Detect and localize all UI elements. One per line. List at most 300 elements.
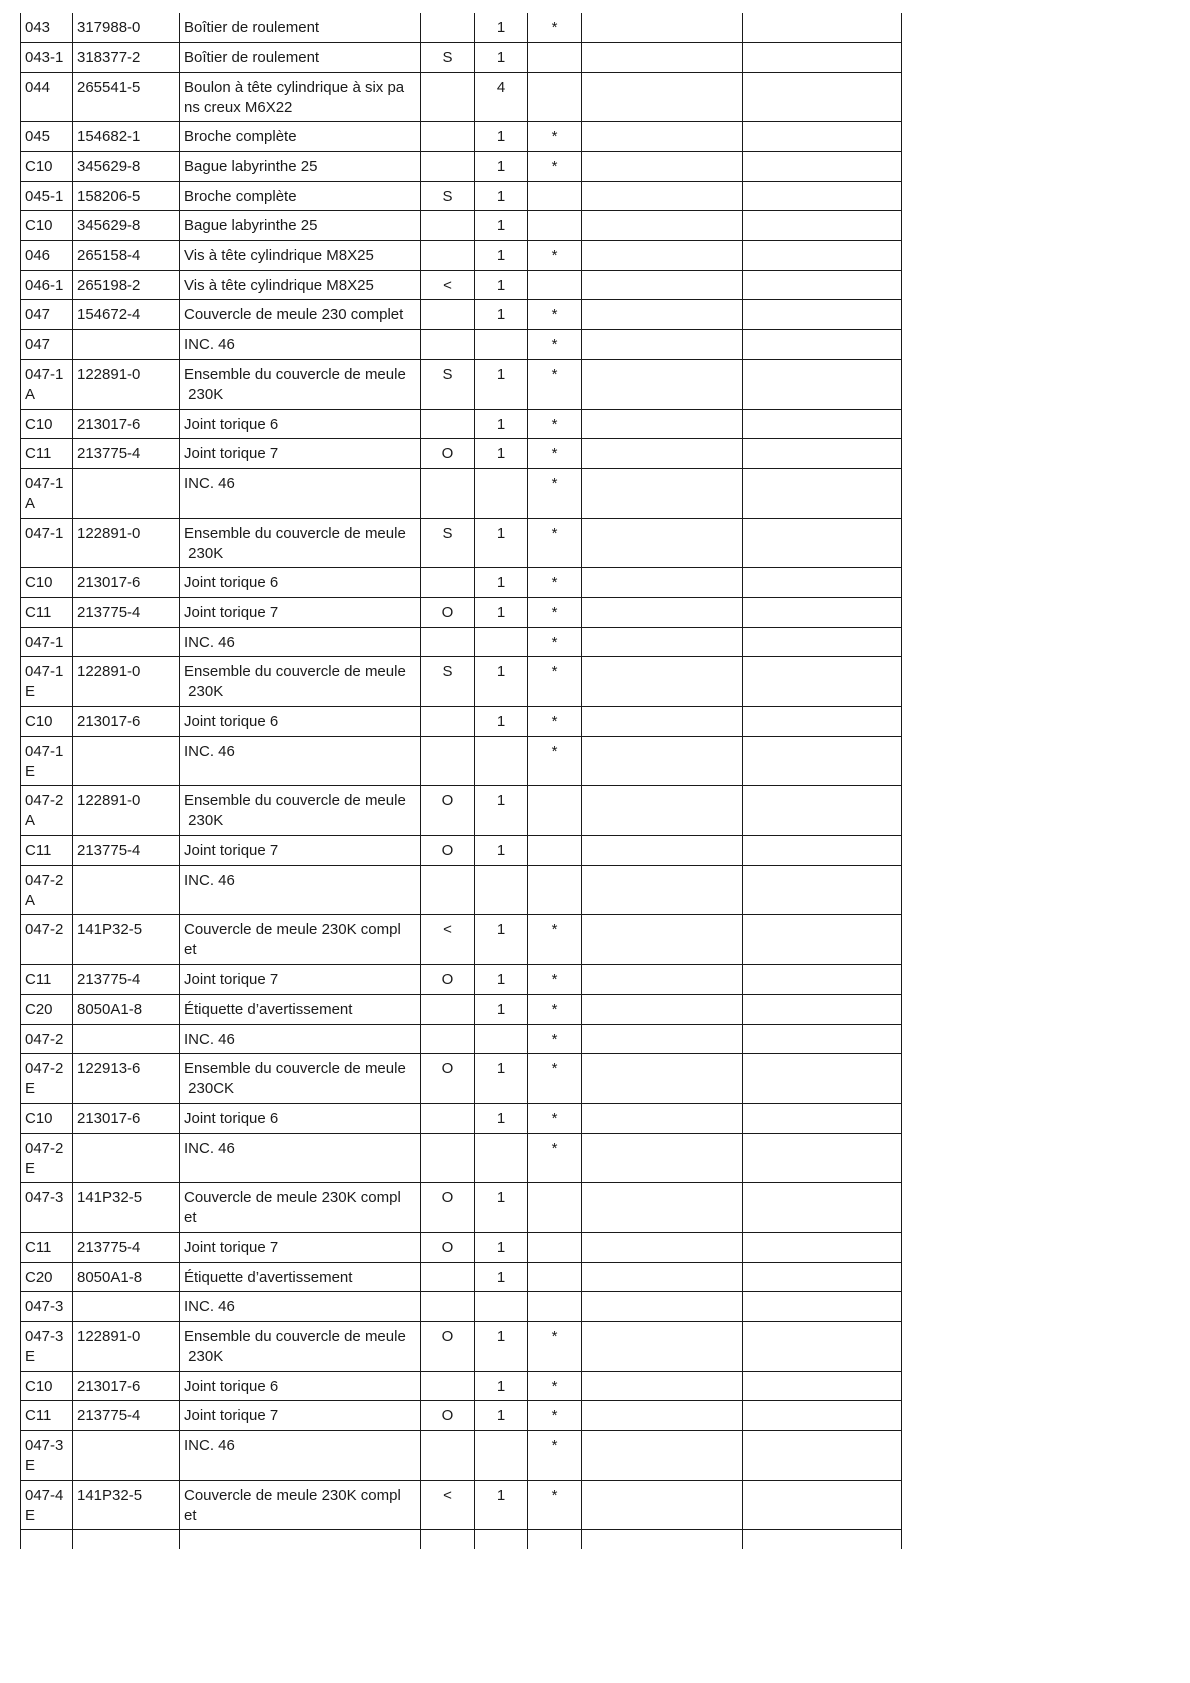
- cell-blank-2: [743, 43, 902, 73]
- cell-qty: 1: [475, 1372, 528, 1402]
- table-row: [20, 122, 902, 152]
- cell-blank-2: [743, 271, 902, 301]
- cell-blank-2: [743, 1431, 902, 1481]
- cell-part-no: 122891-0: [73, 657, 180, 707]
- cell-description: INC. 46: [180, 737, 421, 787]
- cell-blank-2: [743, 866, 902, 916]
- cell-description: Broche complète: [180, 122, 421, 152]
- cell-part-no: [73, 1431, 180, 1481]
- cell-part-no: 141P32-5: [73, 1183, 180, 1233]
- cell-mark: *: [528, 300, 582, 330]
- cell-code: S: [421, 657, 475, 707]
- cell-blank-1: [582, 866, 743, 916]
- cell-ref: 047-1: [20, 628, 73, 658]
- cell-blank-2: [743, 915, 902, 965]
- cell-blank: [475, 1530, 528, 1549]
- cell-part-no: [73, 628, 180, 658]
- cell-blank: [180, 1530, 421, 1549]
- cell-ref: C11: [20, 439, 73, 469]
- cell-mark: *: [528, 568, 582, 598]
- cell-ref: 046: [20, 241, 73, 271]
- cell-ref: 045: [20, 122, 73, 152]
- cell-qty: 4: [475, 73, 528, 123]
- table-row: [20, 866, 902, 916]
- cell-blank-2: [743, 965, 902, 995]
- cell-mark: *: [528, 628, 582, 658]
- cell-ref: C10: [20, 211, 73, 241]
- cell-code: O: [421, 1233, 475, 1263]
- cell-ref: C20: [20, 995, 73, 1025]
- table-row: [20, 1372, 902, 1402]
- cell-qty: 1: [475, 707, 528, 737]
- cell-part-no: 213775-4: [73, 1401, 180, 1431]
- cell-code: O: [421, 1322, 475, 1372]
- cell-part-no: 213017-6: [73, 1104, 180, 1134]
- cell-blank-1: [582, 1233, 743, 1263]
- cell-blank-1: [582, 1292, 743, 1322]
- cell-part-no: 122891-0: [73, 1322, 180, 1372]
- cell-qty: [475, 737, 528, 787]
- table-row: [20, 43, 902, 73]
- cell-mark: [528, 73, 582, 123]
- cell-part-no: 265158-4: [73, 241, 180, 271]
- cell-blank-1: [582, 43, 743, 73]
- cell-blank-2: [743, 152, 902, 182]
- cell-blank-1: [582, 707, 743, 737]
- cell-mark: *: [528, 995, 582, 1025]
- table-row: [20, 1025, 902, 1055]
- cell-code: [421, 469, 475, 519]
- cell-ref: C11: [20, 965, 73, 995]
- cell-qty: [475, 866, 528, 916]
- cell-part-no: 213775-4: [73, 598, 180, 628]
- cell-qty: 1: [475, 152, 528, 182]
- cell-description: Joint torique 6: [180, 1104, 421, 1134]
- cell-ref: C11: [20, 598, 73, 628]
- cell-mark: [528, 836, 582, 866]
- table-row: [20, 241, 902, 271]
- cell-blank-2: [743, 786, 902, 836]
- cell-part-no: 8050A1-8: [73, 995, 180, 1025]
- table-row: [20, 469, 902, 519]
- cell-part-no: [73, 1025, 180, 1055]
- cell-ref: 047-1 E: [20, 657, 73, 707]
- cell-code: S: [421, 43, 475, 73]
- cell-part-no: 122913-6: [73, 1054, 180, 1104]
- cell-blank-2: [743, 1481, 902, 1531]
- table-row: [20, 439, 902, 469]
- cell-description: Ensemble du couvercle de meule 230K: [180, 786, 421, 836]
- cell-description: Ensemble du couvercle de meule 230K: [180, 1322, 421, 1372]
- table-row: [20, 1183, 902, 1233]
- cell-blank-1: [582, 1431, 743, 1481]
- parts-table: [20, 13, 902, 1549]
- cell-ref: 047-1 E: [20, 737, 73, 787]
- cell-qty: 1: [475, 657, 528, 707]
- cell-code: [421, 707, 475, 737]
- cell-description: Broche complète: [180, 182, 421, 212]
- cell-code: [421, 122, 475, 152]
- cell-qty: [475, 1025, 528, 1055]
- cell-qty: 1: [475, 965, 528, 995]
- cell-description: Joint torique 6: [180, 568, 421, 598]
- cell-description: Vis à tête cylindrique M8X25: [180, 271, 421, 301]
- table-row: [20, 1054, 902, 1104]
- cell-description: Joint torique 6: [180, 1372, 421, 1402]
- cell-qty: 1: [475, 439, 528, 469]
- cell-code: [421, 152, 475, 182]
- cell-ref: C11: [20, 1401, 73, 1431]
- cell-qty: 1: [475, 13, 528, 43]
- cell-ref: C10: [20, 152, 73, 182]
- cell-blank-2: [743, 1183, 902, 1233]
- cell-code: <: [421, 271, 475, 301]
- cell-blank-2: [743, 737, 902, 787]
- cell-blank-1: [582, 1134, 743, 1184]
- cell-description: Étiquette d’avertissement: [180, 995, 421, 1025]
- cell-mark: *: [528, 1481, 582, 1531]
- table-row: [20, 707, 902, 737]
- cell-mark: *: [528, 1134, 582, 1184]
- table-row: [20, 1263, 902, 1293]
- cell-blank-1: [582, 1372, 743, 1402]
- table-row: [20, 1431, 902, 1481]
- cell-blank-1: [582, 360, 743, 410]
- cell-blank-1: [582, 182, 743, 212]
- cell-part-no: 317988-0: [73, 13, 180, 43]
- cell-qty: 1: [475, 271, 528, 301]
- cell-part-no: 265198-2: [73, 271, 180, 301]
- cell-ref: 047: [20, 330, 73, 360]
- cell-ref: 046-1: [20, 271, 73, 301]
- cell-blank-2: [743, 1322, 902, 1372]
- cell-code: O: [421, 836, 475, 866]
- cell-qty: [475, 1431, 528, 1481]
- cell-part-no: 122891-0: [73, 786, 180, 836]
- cell-description: Vis à tête cylindrique M8X25: [180, 241, 421, 271]
- cell-qty: [475, 330, 528, 360]
- cell-qty: 1: [475, 1322, 528, 1372]
- cell-blank-2: [743, 628, 902, 658]
- cell-part-no: 213775-4: [73, 1233, 180, 1263]
- cell-blank-1: [582, 1263, 743, 1293]
- cell-qty: [475, 469, 528, 519]
- cell-blank-2: [743, 836, 902, 866]
- cell-part-no: 8050A1-8: [73, 1263, 180, 1293]
- table-row: [20, 271, 902, 301]
- table-row: [20, 152, 902, 182]
- cell-ref: 047-3 E: [20, 1322, 73, 1372]
- cell-part-no: [73, 1134, 180, 1184]
- cell-description: Joint torique 6: [180, 410, 421, 440]
- table-row: [20, 836, 902, 866]
- cell-mark: [528, 1183, 582, 1233]
- table-row: [20, 995, 902, 1025]
- cell-blank: [528, 1530, 582, 1549]
- cell-mark: *: [528, 519, 582, 569]
- cell-mark: *: [528, 469, 582, 519]
- cell-code: [421, 1263, 475, 1293]
- cell-description: INC. 46: [180, 1431, 421, 1481]
- cell-part-no: 213017-6: [73, 1372, 180, 1402]
- cell-mark: [528, 1233, 582, 1263]
- cell-code: [421, 866, 475, 916]
- cell-code: O: [421, 439, 475, 469]
- cell-code: <: [421, 1481, 475, 1531]
- cell-part-no: 213775-4: [73, 965, 180, 995]
- cell-part-no: [73, 469, 180, 519]
- cell-mark: *: [528, 1104, 582, 1134]
- cell-mark: *: [528, 122, 582, 152]
- cell-code: O: [421, 965, 475, 995]
- cell-part-no: 122891-0: [73, 360, 180, 410]
- cell-ref: 047: [20, 300, 73, 330]
- cell-code: O: [421, 786, 475, 836]
- cell-ref: C20: [20, 1263, 73, 1293]
- cell-blank-2: [743, 300, 902, 330]
- cell-mark: *: [528, 410, 582, 440]
- table-row: [20, 300, 902, 330]
- cell-qty: 1: [475, 211, 528, 241]
- cell-description: Joint torique 7: [180, 836, 421, 866]
- table-row: [20, 1401, 902, 1431]
- cell-code: O: [421, 598, 475, 628]
- table-row: [20, 1292, 902, 1322]
- cell-qty: 1: [475, 1401, 528, 1431]
- cell-blank-1: [582, 995, 743, 1025]
- cell-description: Boîtier de roulement: [180, 43, 421, 73]
- table-row: [20, 1481, 902, 1531]
- table-row: [20, 598, 902, 628]
- cell-description: Étiquette d’avertissement: [180, 1263, 421, 1293]
- cell-qty: 1: [475, 1233, 528, 1263]
- cell-mark: *: [528, 241, 582, 271]
- cell-blank-1: [582, 737, 743, 787]
- cell-description: Bague labyrinthe 25: [180, 152, 421, 182]
- cell-ref: 047-2 A: [20, 866, 73, 916]
- cell-part-no: 141P32-5: [73, 1481, 180, 1531]
- cell-part-no: 154672-4: [73, 300, 180, 330]
- cell-mark: *: [528, 330, 582, 360]
- cell-description: Joint torique 7: [180, 1401, 421, 1431]
- cell-ref: 043: [20, 13, 73, 43]
- table-row: [20, 330, 902, 360]
- cell-blank: [73, 1530, 180, 1549]
- table-row: [20, 568, 902, 598]
- cell-blank-2: [743, 707, 902, 737]
- cell-blank-2: [743, 182, 902, 212]
- cell-blank-1: [582, 598, 743, 628]
- cell-qty: 1: [475, 1054, 528, 1104]
- cell-mark: *: [528, 598, 582, 628]
- cell-description: Couvercle de meule 230 complet: [180, 300, 421, 330]
- table-row: [20, 1134, 902, 1184]
- cell-qty: 1: [475, 1481, 528, 1531]
- cell-part-no: 122891-0: [73, 519, 180, 569]
- table-row: [20, 737, 902, 787]
- cell-blank-2: [743, 360, 902, 410]
- cell-code: O: [421, 1401, 475, 1431]
- cell-ref: 047-1 A: [20, 469, 73, 519]
- cell-blank: [421, 1530, 475, 1549]
- cell-description: INC. 46: [180, 330, 421, 360]
- cell-qty: 1: [475, 786, 528, 836]
- cell-blank-2: [743, 13, 902, 43]
- cell-qty: 1: [475, 836, 528, 866]
- cell-blank-2: [743, 598, 902, 628]
- cell-mark: *: [528, 13, 582, 43]
- cell-part-no: 345629-8: [73, 152, 180, 182]
- cell-qty: 1: [475, 241, 528, 271]
- cell-blank-1: [582, 1322, 743, 1372]
- cell-code: [421, 410, 475, 440]
- cell-ref: C10: [20, 1104, 73, 1134]
- cell-description: INC. 46: [180, 1025, 421, 1055]
- cell-ref: C11: [20, 1233, 73, 1263]
- cell-blank-1: [582, 300, 743, 330]
- cell-description: INC. 46: [180, 628, 421, 658]
- cell-ref: 047-4 E: [20, 1481, 73, 1531]
- cell-code: [421, 73, 475, 123]
- cell-description: Joint torique 6: [180, 707, 421, 737]
- cell-blank-2: [743, 241, 902, 271]
- cell-code: [421, 568, 475, 598]
- cell-mark: [528, 866, 582, 916]
- cell-blank-1: [582, 330, 743, 360]
- cell-code: [421, 1292, 475, 1322]
- cell-qty: 1: [475, 598, 528, 628]
- cell-blank-1: [582, 211, 743, 241]
- cell-blank-1: [582, 519, 743, 569]
- cell-blank-2: [743, 1025, 902, 1055]
- cell-ref: 047-1: [20, 519, 73, 569]
- cell-mark: [528, 271, 582, 301]
- cell-blank-1: [582, 73, 743, 123]
- table-row: [20, 1322, 902, 1372]
- cell-code: [421, 1372, 475, 1402]
- cell-blank-2: [743, 1054, 902, 1104]
- cell-code: [421, 330, 475, 360]
- cell-ref: 045-1: [20, 182, 73, 212]
- cell-blank: [20, 1530, 73, 1549]
- cell-part-no: [73, 1292, 180, 1322]
- cell-mark: *: [528, 152, 582, 182]
- cell-blank-1: [582, 469, 743, 519]
- cell-description: Couvercle de meule 230K compl et: [180, 915, 421, 965]
- cell-part-no: [73, 737, 180, 787]
- cell-blank-1: [582, 1481, 743, 1531]
- cell-qty: 1: [475, 915, 528, 965]
- cell-code: [421, 628, 475, 658]
- table-row: [20, 182, 902, 212]
- table-row-continuation: [20, 1530, 902, 1549]
- cell-mark: [528, 786, 582, 836]
- cell-mark: *: [528, 1025, 582, 1055]
- cell-part-no: 265541-5: [73, 73, 180, 123]
- cell-mark: *: [528, 1431, 582, 1481]
- cell-description: Bague labyrinthe 25: [180, 211, 421, 241]
- cell-part-no: 213775-4: [73, 836, 180, 866]
- cell-code: [421, 241, 475, 271]
- table-row: [20, 211, 902, 241]
- cell-ref: 047-2: [20, 1025, 73, 1055]
- cell-part-no: [73, 330, 180, 360]
- cell-blank-1: [582, 241, 743, 271]
- cell-qty: 1: [475, 410, 528, 440]
- cell-code: [421, 1134, 475, 1184]
- cell-blank-1: [582, 915, 743, 965]
- cell-code: S: [421, 360, 475, 410]
- cell-blank-2: [743, 1104, 902, 1134]
- table-row: [20, 657, 902, 707]
- cell-description: Ensemble du couvercle de meule 230K: [180, 360, 421, 410]
- cell-blank: [582, 1530, 743, 1549]
- cell-blank-1: [582, 628, 743, 658]
- table-row: [20, 410, 902, 440]
- cell-mark: [528, 1263, 582, 1293]
- table-row: [20, 13, 902, 43]
- table-row: [20, 965, 902, 995]
- cell-mark: [528, 1292, 582, 1322]
- cell-part-no: 318377-2: [73, 43, 180, 73]
- cell-blank-2: [743, 1134, 902, 1184]
- cell-blank-1: [582, 271, 743, 301]
- cell-ref: C10: [20, 568, 73, 598]
- cell-ref: C11: [20, 836, 73, 866]
- cell-blank-1: [582, 1104, 743, 1134]
- cell-blank-2: [743, 1263, 902, 1293]
- cell-ref: C10: [20, 1372, 73, 1402]
- cell-part-no: 158206-5: [73, 182, 180, 212]
- cell-blank-2: [743, 330, 902, 360]
- cell-description: INC. 46: [180, 1292, 421, 1322]
- table-row: [20, 360, 902, 410]
- cell-description: Couvercle de meule 230K compl et: [180, 1481, 421, 1531]
- cell-ref: 047-2 E: [20, 1134, 73, 1184]
- cell-mark: *: [528, 915, 582, 965]
- cell-blank-1: [582, 410, 743, 440]
- cell-part-no: 345629-8: [73, 211, 180, 241]
- cell-part-no: 141P32-5: [73, 915, 180, 965]
- cell-description: Couvercle de meule 230K compl et: [180, 1183, 421, 1233]
- cell-description: INC. 46: [180, 469, 421, 519]
- cell-blank-1: [582, 439, 743, 469]
- cell-description: INC. 46: [180, 866, 421, 916]
- cell-description: Ensemble du couvercle de meule 230K: [180, 657, 421, 707]
- cell-ref: C10: [20, 410, 73, 440]
- cell-mark: *: [528, 1054, 582, 1104]
- cell-mark: *: [528, 707, 582, 737]
- cell-qty: [475, 628, 528, 658]
- cell-part-no: 213017-6: [73, 410, 180, 440]
- cell-blank-2: [743, 568, 902, 598]
- cell-blank-2: [743, 1292, 902, 1322]
- cell-ref: 047-3: [20, 1292, 73, 1322]
- cell-blank-1: [582, 836, 743, 866]
- table-row: [20, 915, 902, 965]
- cell-qty: 1: [475, 122, 528, 152]
- cell-code: [421, 1104, 475, 1134]
- cell-part-no: 154682-1: [73, 122, 180, 152]
- cell-qty: 1: [475, 1263, 528, 1293]
- cell-qty: [475, 1292, 528, 1322]
- cell-blank-1: [582, 657, 743, 707]
- cell-qty: 1: [475, 568, 528, 598]
- cell-qty: 1: [475, 43, 528, 73]
- cell-qty: 1: [475, 182, 528, 212]
- cell-ref: 047-3: [20, 1183, 73, 1233]
- cell-blank-1: [582, 965, 743, 995]
